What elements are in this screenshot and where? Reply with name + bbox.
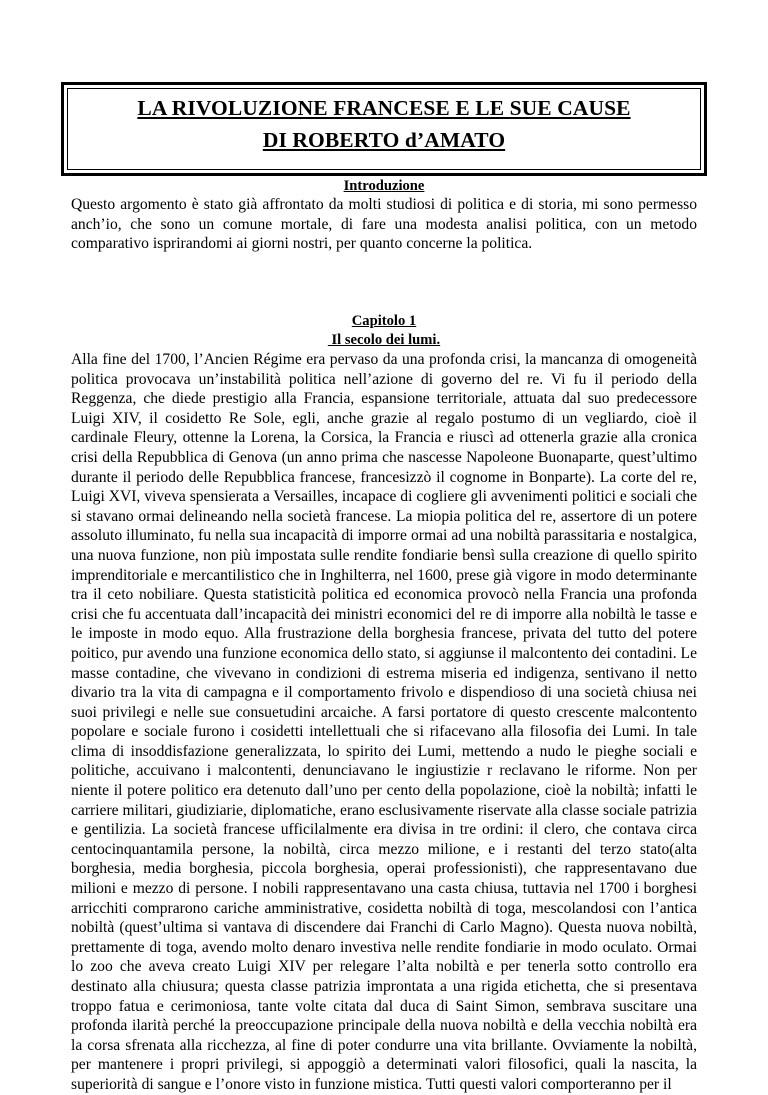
chapter-paragraph: Alla fine del 1700, l’Ancien Régime era pervaso da una profonda crisi, la mancanza di omogeneità politica provocava un’instabilità politica nell’azione di governo del re. Vi fu il periodo della Reggenza, che diede prestigio alla Francia, espansione territoriale, attuata dal suo predecessore Luigi XIV, il cosidetto Re Sole, egli, anche grazie al regalo postumo di un vegliardo, cioè il cardinale Fleury, ottenne la Lorena, la Corsica, la Francia e riuscì ad ottenerla grazie alla cronica crisi della Repubblica di Genova (un anno prima che nascesse Napoleone Buonaparte, quest’ultimo durante il periodo delle Repubblica francese, francesizzò il cognome in Bonparte). La corte del re, Luigi XVI, viveva spensierata a Versailles, incapace di cogliere gli avvenimenti politici e sociali che si stavano ormai delineando nella società francese. La miopia politica del re, assertore di un potere assoluto illuminato, fu nella sua incapacità di imporre ormai ad una nobiltà parassitaria e nostalgica, una nuova funzione, non più impostata sulle rendite fondiarie bensì sulla creazione di quello spirito imprenditoriale e mercantilistico che in Inghilterra, nel 1600, prese già vigore in modo determinante tra il ceto nobiliare. Questa statisticità politica ed economica provocò nella Francia una profonda crisi che fu accentuata dall’incapacità dei ministri economici del re di imporre alla nobiltà le tasse e le imposte in modo equo. Alla frustrazione della borghesia francese, privata del tutto del potere poitico, pur avendo una funzione economica dello stato, si aggiunse il malcontento dei contadini. Le masse contadine, che vivevano in condizioni di estrema miseria ed indigenza, sentivano il netto divario tra la vita di campagna e il comportamento frivolo e dispendioso di una società chiusa nei suoi privilegi e nelle sue consuetudini arcaiche. A farsi portatore di questo crescente malcontento popolare e sociale furono i cosidetti intellettuali che si rifacevano alla filosofia dei Lumi. In tale clima di insoddisfazione generalizzata, lo spirito dei Lumi, mettendo a nudo le pieghe sociali e politiche, accuivano i malcontenti, denunciavano le ingiustizie r reclavano le riforme. Non per niente il potere politico era detenuto dall’uno per cento della popolazione, cioè la nobiltà; infatti le carriere militari, giudiziarie, diplomatiche, erano esclusivamente riservate alla classe sociale patrizia e gentilizia. La società francese ufficilalmente era divisa in tre ordini: il clero, che contava circa centocinquantamila persone, la nobiltà, circa mezzo milione, e i restanti del terzo stato(alta borghesia, media borghesia, piccola borghesia, operai professionisti), che rappresentavano due milioni e mezzo di persone. I nobili rappresentavano una casta chiusa, tuttavia nel 1700 i borghesi arricchiti comprarono cariche amministrative, cosidetta nobiltà di toga, mescolandosi con l’antica nobiltà (quest’ultima si vantava di discendere dai Franchi di Carlo Magno). Questa nuova nobiltà, prettamente di toga, avendo molto denaro investiva nelle rendite fondiarie in modo oculato. Ormai lo zoo che aveva creato Luigi XIV per relegare l’alta nobiltà e per tenerla sotto controllo era destinato alla chiusura; questa classe patrizia improntata a una rigida etichetta, che si presentava troppo fatua e cerimoniosa, tante volte citata dal duca di Saint Simon, sembrava suscitare una profonda ilarità perché la preoccupazione principale della nuova nobiltà e della vecchia nobiltà era la corsa sfrenata alla ricchezza, al fine di poter condurre una vita brillante. Ovviamente la nobiltà, per mantenere i propri privilegi, si appoggiò a determinati valori filosofici, quali la nascita, la superiorità di sangue e l’onore visto in funzione mistica. Tutti questi valori comporteranno per il (71, 351, 697, 1093)
section-heading: Il secolo dei lumi. (327, 332, 441, 348)
document-title-line-2: DI ROBERTO d’AMATO (262, 128, 506, 152)
intro-paragraph: Questo argomento è stato già affrontato da molti studiosi di politica e di storia, mi sono permesso anch’io, che sono un comune mortale, di fare una modesta analisi politica, con un metodo comparativo isprirandomi ai giorni nostri, per quanto concerne la politica. (71, 196, 697, 253)
chapter-heading: Capitolo 1 (351, 313, 417, 329)
intro-heading: Introduzione (343, 178, 425, 194)
title-box (61, 82, 707, 176)
document-title-line-1: LA RIVOLUZIONE FRANCESE E LE SUE CAUSE (137, 96, 631, 120)
